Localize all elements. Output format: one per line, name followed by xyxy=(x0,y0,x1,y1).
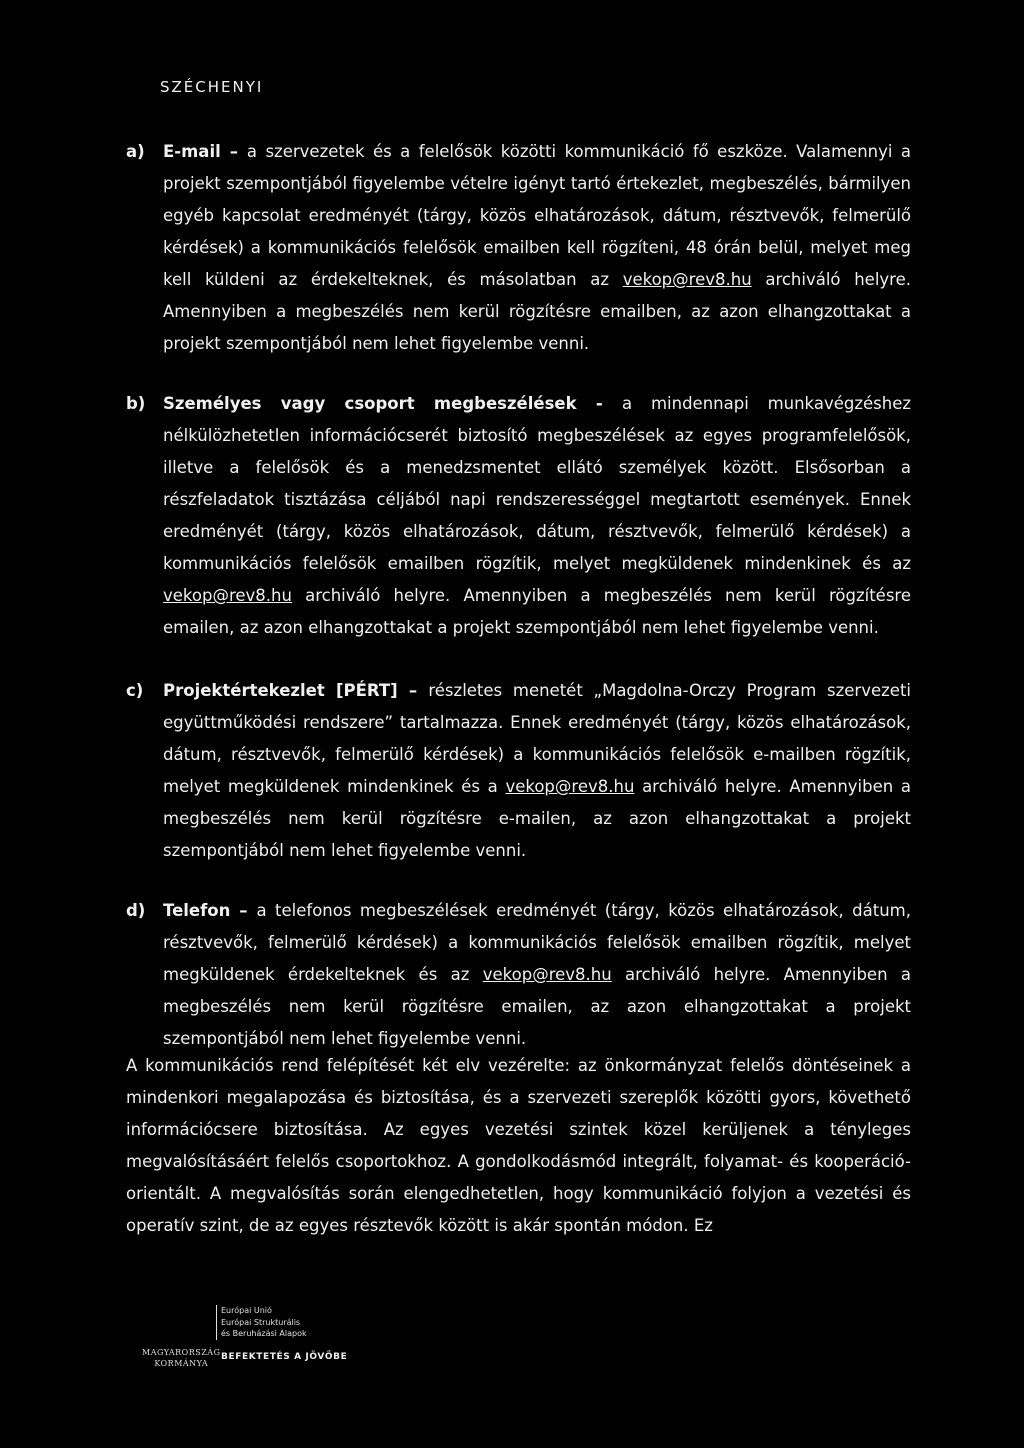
email-link[interactable]: vekop@rev8.hu xyxy=(622,270,752,289)
title-dash: – xyxy=(230,901,257,920)
section-body xyxy=(163,675,911,867)
section-text: a mindennapi munkavégzéshez nélkülözhetetlen információcserét biztosító megbeszélések az egyes programfelelősök, illetve a felelősök és a menedzsmentet ellátó személyek között. Elsősorban a részfeladatok tisztázása céljából napi rendszerességgel megtartott események. Ennek eredményét (tárgy, közös elhatározások, dátum, résztvevők, felmerülő kérdések) a kommunikációs felelősök emailben rögzítik, melyet megküldenek mindenkinek és az xyxy=(163,394,912,573)
eu-funds-logo xyxy=(221,1305,307,1340)
section-body xyxy=(163,388,911,644)
section-title: E-mail xyxy=(163,142,221,161)
section-body xyxy=(163,895,911,1055)
government-logo-line-1: MAGYARORSZÁG xyxy=(142,1348,221,1357)
szechenyi-logo: SZÉCHENYI xyxy=(160,78,264,96)
footer-slogan: BEFEKTETÉS A JÖVŐBE xyxy=(221,1352,348,1362)
eu-logo-line-3: és Beruházási Alapok xyxy=(221,1329,307,1338)
section-marker: c) xyxy=(126,681,144,700)
section-marker: b) xyxy=(126,394,146,413)
section-text-continued: archiváló helyre. Amennyiben a megbeszélés nem kerül rögzítésre e-mailen, az azon elhangzottakat a projekt szempontjából nem lehet figyelembe venni. xyxy=(163,777,911,860)
section-title: Telefon xyxy=(163,901,231,920)
section-text-continued: archiváló helyre. Amennyiben a megbeszélés nem kerül rögzítésre emailben, az azon elhangzottakat a projekt szempontjából nem lehet figyelembe venni. xyxy=(163,270,911,353)
section-title: Projektértekezlet [PÉRT] xyxy=(163,681,398,700)
section-marker: a) xyxy=(126,142,145,161)
government-logo xyxy=(142,1347,220,1369)
section-project-meeting xyxy=(126,675,911,867)
section-telephone xyxy=(126,895,911,1055)
section-text-continued: archiváló helyre. Amennyiben a megbeszélés nem kerül rögzítésre emailen, az azon elhangzottakat a projekt szempontjából nem lehet figyelembe venni. xyxy=(163,586,911,637)
eu-logo-line-2: Európai Strukturális xyxy=(221,1317,301,1327)
title-dash: – xyxy=(220,142,247,161)
eu-logo-divider xyxy=(216,1305,217,1340)
closing-paragraph: A kommunikációs rend felépítését két elv vezérelte: az önkormányzat felelős döntéseinek a mindenkori megalapozása és biztosítása, és a szervezeti szereplők közötti gyors, követhető információcsere biztosítása. Az egyes vezetési szintek közel kerüljenek a tényleges megvalósításáért felelős csoportokhoz. A gondolkodásmód integrált, folyamat- és kooperáció-orientált. A megvalósítás során elengedhetetlen, hogy kommunikáció folyjon a vezetési és operatív szint, de az egyes résztevők között is akár spontán módon. Ez xyxy=(126,1056,911,1235)
title-dash: – xyxy=(397,681,429,700)
email-link[interactable]: vekop@rev8.hu xyxy=(505,777,635,796)
section-title: Személyes vagy csoport megbeszélések xyxy=(163,394,577,413)
section-text: részletes menetét „Magdolna-Orczy Program szervezeti együttműködési rendszere” tartalmazza. Ennek eredményét (tárgy, közös elhatározások, dátum, résztvevők, felmerülő kérdések) a kommunikációs felelősök e-mailben rögzítik, melyet megküldenek mindenkinek és a xyxy=(163,681,911,796)
section-body xyxy=(163,136,911,360)
section-email xyxy=(126,136,911,360)
section-text-continued: archiváló helyre. Amennyiben a megbeszélés nem kerül rögzítésre emailen, az azon elhangzottakat a projekt szempontjából nem lehet figyelembe venni. xyxy=(163,965,911,1048)
email-link[interactable]: vekop@rev8.hu xyxy=(482,965,612,984)
section-text: a szervezetek és a felelősök közötti kommunikáció fő eszköze. Valamennyi a projekt szempontjából figyelembe vételre igényt tartó értekezlet, megbeszélés, bármilyen egyéb kapcsolat eredményét (tárgy, közös elhatározások, dátum, résztvevők, felmerülő kérdések) a kommunikációs felelősök emailben kell rögzíteni, 48 órán belül, melyet meg kell küldeni az érdekelteknek, és másolatban az xyxy=(163,142,912,289)
section-meetings xyxy=(126,388,911,644)
title-dash: - xyxy=(576,394,623,413)
email-link[interactable]: vekop@rev8.hu xyxy=(163,586,292,605)
section-text: a telefonos megbeszélések eredményét (tárgy, közös elhatározások, dátum, résztvevők, felmerülő kérdések) a kommunikációs felelősök emailben rögzítik, melyet megküldenek érdekelteknek és az xyxy=(163,901,911,984)
government-logo-line-2: KORMÁNYA xyxy=(154,1359,209,1368)
section-marker: d) xyxy=(126,901,146,920)
eu-logo-line-1: Európai Unió xyxy=(221,1306,272,1315)
